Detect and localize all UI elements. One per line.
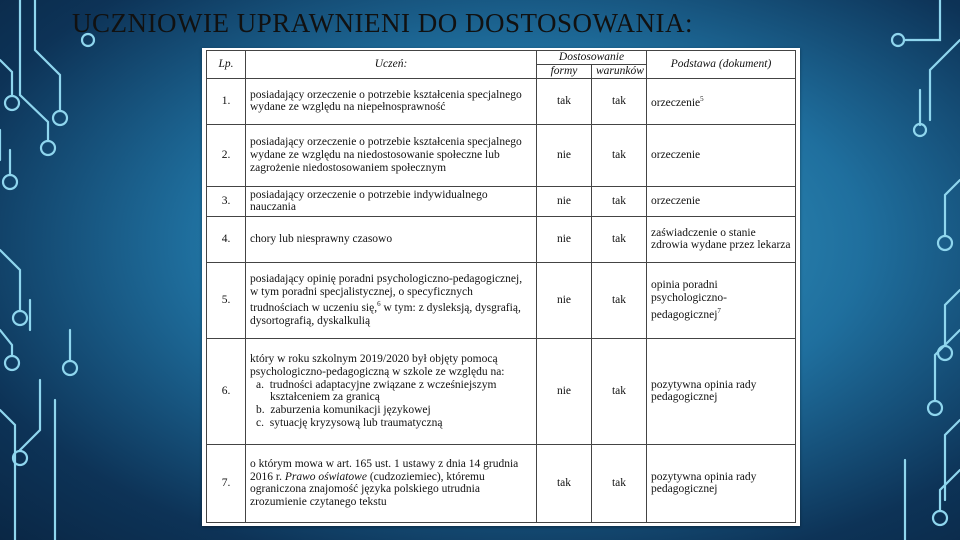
page-title: UCZNIOWIE UPRAWNIENI DO DOSTOSOWANIA: [72, 8, 694, 38]
reason-item [250, 379, 532, 405]
table-row [207, 216, 796, 262]
cell-formy: tak [537, 78, 592, 124]
cell-warunkow: tak [592, 124, 647, 186]
header-warunkow: warunków [592, 65, 647, 79]
reason-item [250, 404, 532, 417]
podstawa-text: opinia poradni psychologiczno-pedagogicznej [651, 279, 728, 321]
cell-formy: nie [537, 124, 592, 186]
cell-formy: nie [537, 338, 592, 444]
cell-podstawa: pozytywna opinia rady pedagogicznej [647, 338, 796, 444]
header-formy: formy [537, 65, 592, 79]
footnote-marker: 6 [377, 300, 381, 309]
table-row [207, 78, 796, 124]
cell-podstawa: zaświadczenie o stanie zdrowia wydane przez lekarza [647, 216, 796, 262]
cell-podstawa: orzeczenie [647, 124, 796, 186]
cell-uczen: chory lub niesprawny czasowo [246, 216, 537, 262]
uczen-text-tail: (cudzoziemiec), któremu ograniczona znajomość języka polskiego utrudnia zrozumienie czytanego tekstu [250, 470, 485, 509]
header-lp: Lp. [207, 51, 246, 79]
cell-uczen [246, 338, 537, 444]
uczen-text: posiadający opinię poradni psychologiczno-pedagogicznej, w tym poradni specjalistycznej, o specyficznych trudnościach w uczeniu się, [250, 272, 523, 315]
cell-podstawa: orzeczenie [647, 186, 796, 216]
cell-warunkow: tak [592, 338, 647, 444]
cell-lp: 6. [207, 338, 246, 444]
cell-formy: nie [537, 262, 592, 338]
cell-podstawa [647, 78, 796, 124]
cell-lp: 1. [207, 78, 246, 124]
footnote-marker: 5 [700, 94, 704, 103]
uczen-text: który w roku szkolnym 2019/2020 był objęty pomocą psychologiczno-pedagogiczną w szkole ze względu na: [250, 352, 505, 378]
cell-warunkow: tak [592, 186, 647, 216]
table-row [207, 444, 796, 522]
cell-lp: 7. [207, 444, 246, 522]
cell-warunkow: tak [592, 262, 647, 338]
cell-lp: 2. [207, 124, 246, 186]
uczen-text-italic: Prawo oświatowe [284, 470, 367, 483]
header-dostosowanie: Dostosowanie [537, 51, 647, 65]
reason-text: zaburzenia komunikacji językowej [270, 404, 431, 417]
reason-mark: c. [256, 416, 264, 429]
podstawa-text: orzeczenie [651, 96, 701, 109]
cell-uczen: posiadający orzeczenie o potrzebie indywidualnego nauczania [246, 186, 537, 216]
cell-podstawa [647, 262, 796, 338]
reason-text: trudności adaptacyjne związane z wcześniejszym kształceniem za granicą [269, 378, 497, 404]
cell-lp: 3. [207, 186, 246, 216]
cell-warunkow: tak [592, 216, 647, 262]
reason-mark: a. [256, 378, 264, 391]
footnote-marker: 7 [717, 306, 721, 315]
table-row [207, 124, 796, 186]
table-row [207, 338, 796, 444]
reason-item [250, 417, 532, 430]
reason-text: sytuację kryzysową lub traumatyczną [269, 416, 443, 429]
eligibility-table [206, 50, 796, 523]
header-podstawa: Podstawa (dokument) [647, 51, 796, 79]
table-row [207, 186, 796, 216]
cell-warunkow: tak [592, 444, 647, 522]
cell-lp: 4. [207, 216, 246, 262]
cell-podstawa: pozytywna opinia rady pedagogicznej [647, 444, 796, 522]
document-image [202, 48, 800, 526]
uczen-text-tail: w tym: z dysleksją, dysgrafią, dysortografią, dyskalkulią [250, 302, 521, 327]
uczen-text: o którym mowa w art. 165 ust. 1 ustawy z dnia 14 grudnia 2016 r. [250, 457, 519, 483]
cell-formy: tak [537, 444, 592, 522]
cell-uczen: posiadający orzeczenie o potrzebie kształcenia specjalnego wydane ze względu na niedostosowanie społeczne lub zagrożenie niedostosowaniem społecznym [246, 124, 537, 186]
cell-formy: nie [537, 216, 592, 262]
header-uczen: Uczeń: [246, 51, 537, 79]
cell-lp: 5. [207, 262, 246, 338]
cell-uczen: posiadający orzeczenie o potrzebie kształcenia specjalnego wydane ze względu na niepełnosprawność [246, 78, 537, 124]
cell-uczen [246, 444, 537, 522]
cell-formy: nie [537, 186, 592, 216]
cell-uczen [246, 262, 537, 338]
reason-mark: b. [256, 404, 265, 417]
cell-warunkow: tak [592, 78, 647, 124]
table-row [207, 262, 796, 338]
